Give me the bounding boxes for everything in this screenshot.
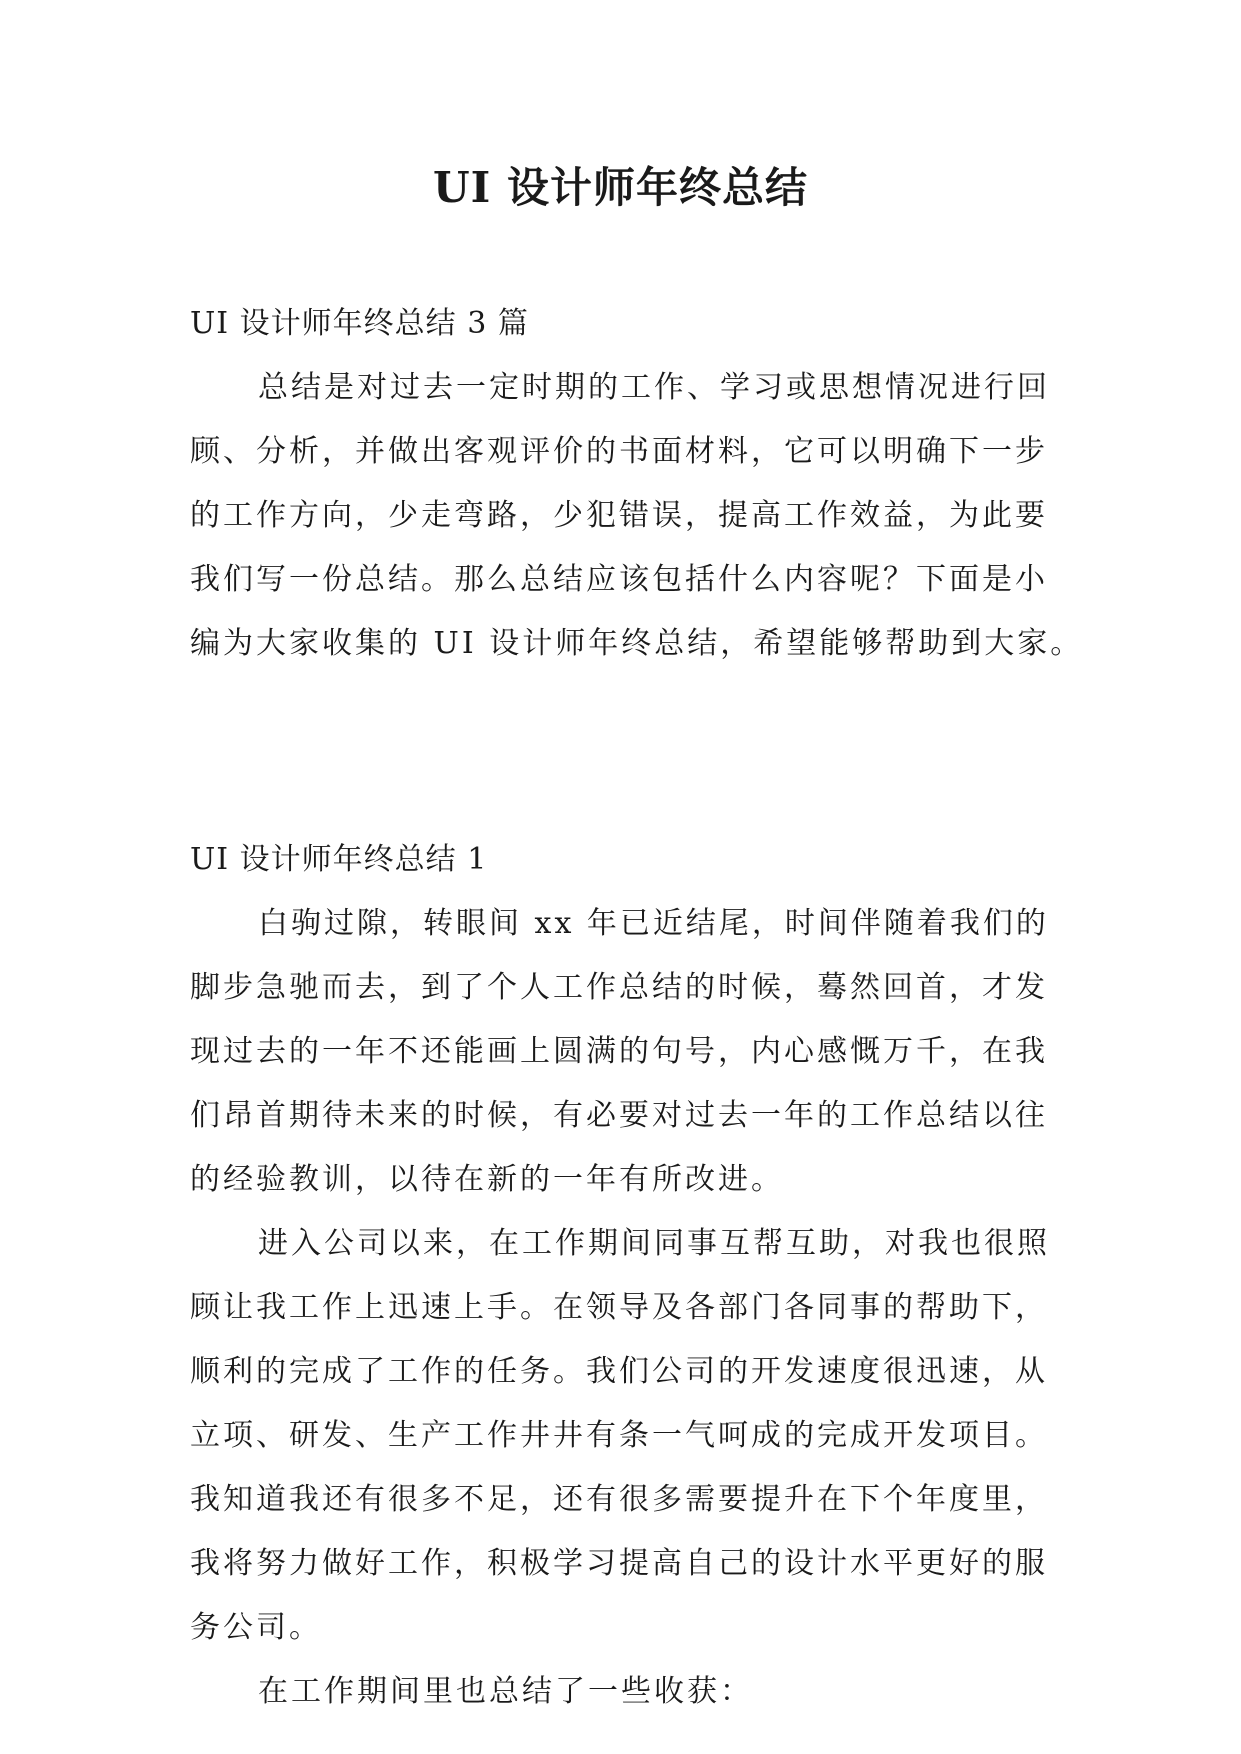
paragraph-line: 务公司。 — [190, 1610, 322, 1645]
paragraph-line: 的工作方向，少走弯路，少犯错误，提高工作效益，为此要 — [190, 498, 1048, 533]
document-title: UI 设计师年终总结 — [433, 163, 808, 212]
document-subtitle: UI 设计师年终总结 3 篇 — [190, 306, 529, 341]
paragraph-line: 的经验教训，以待在新的一年有所改进。 — [190, 1162, 784, 1197]
document-body — [190, 292, 1084, 1724]
paragraph-line: 总结是对过去一定时期的工作、学习或思想情况进行回 — [258, 370, 1050, 405]
intro-paragraph — [190, 356, 1084, 676]
paragraph-line: 顾、分析，并做出客观评价的书面材料，它可以明确下一步 — [190, 434, 1048, 469]
section1-paragraph-2 — [190, 1212, 1070, 1660]
paragraph-line: 我们写一份总结。那么总结应该包括什么内容呢？下面是小 — [190, 562, 1048, 597]
paragraph-line: 顺利的完成了工作的任务。我们公司的开发速度很迅速，从 — [190, 1354, 1048, 1389]
paragraph-line: 在工作期间里也总结了一些收获： — [258, 1674, 753, 1709]
paragraph-line: 白驹过隙，转眼间 xx 年已近结尾，时间伴随着我们的 — [258, 906, 1049, 941]
section-spacer — [190, 676, 1070, 828]
section1-paragraph-1 — [190, 892, 1070, 1212]
section1-paragraph-3 — [190, 1660, 1070, 1724]
paragraph-line: 我知道我还有很多不足，还有很多需要提升在下个年度里， — [190, 1482, 1048, 1517]
paragraph-line: 编为大家收集的 UI 设计师年终总结，希望能够帮助到大家。 — [190, 626, 1084, 661]
paragraph-line: 立项、研发、生产工作井井有条一气呵成的完成开发项目。 — [190, 1418, 1048, 1453]
paragraph-line: 进入公司以来，在工作期间同事互帮互助，对我也很照 — [258, 1226, 1050, 1261]
paragraph-line: 们昂首期待未来的时候，有必要对过去一年的工作总结以往 — [190, 1098, 1048, 1133]
section-heading: UI 设计师年终总结 1 — [190, 842, 488, 877]
paragraph-line: 脚步急驰而去，到了个人工作总结的时候，蓦然回首，才发 — [190, 970, 1048, 1005]
paragraph-line: 我将努力做好工作，积极学习提高自己的设计水平更好的服 — [190, 1546, 1048, 1581]
paragraph-line: 现过去的一年不还能画上圆满的句号，内心感慨万千，在我 — [190, 1034, 1048, 1069]
paragraph-line: 顾让我工作上迅速上手。在领导及各部门各同事的帮助下， — [190, 1290, 1048, 1325]
